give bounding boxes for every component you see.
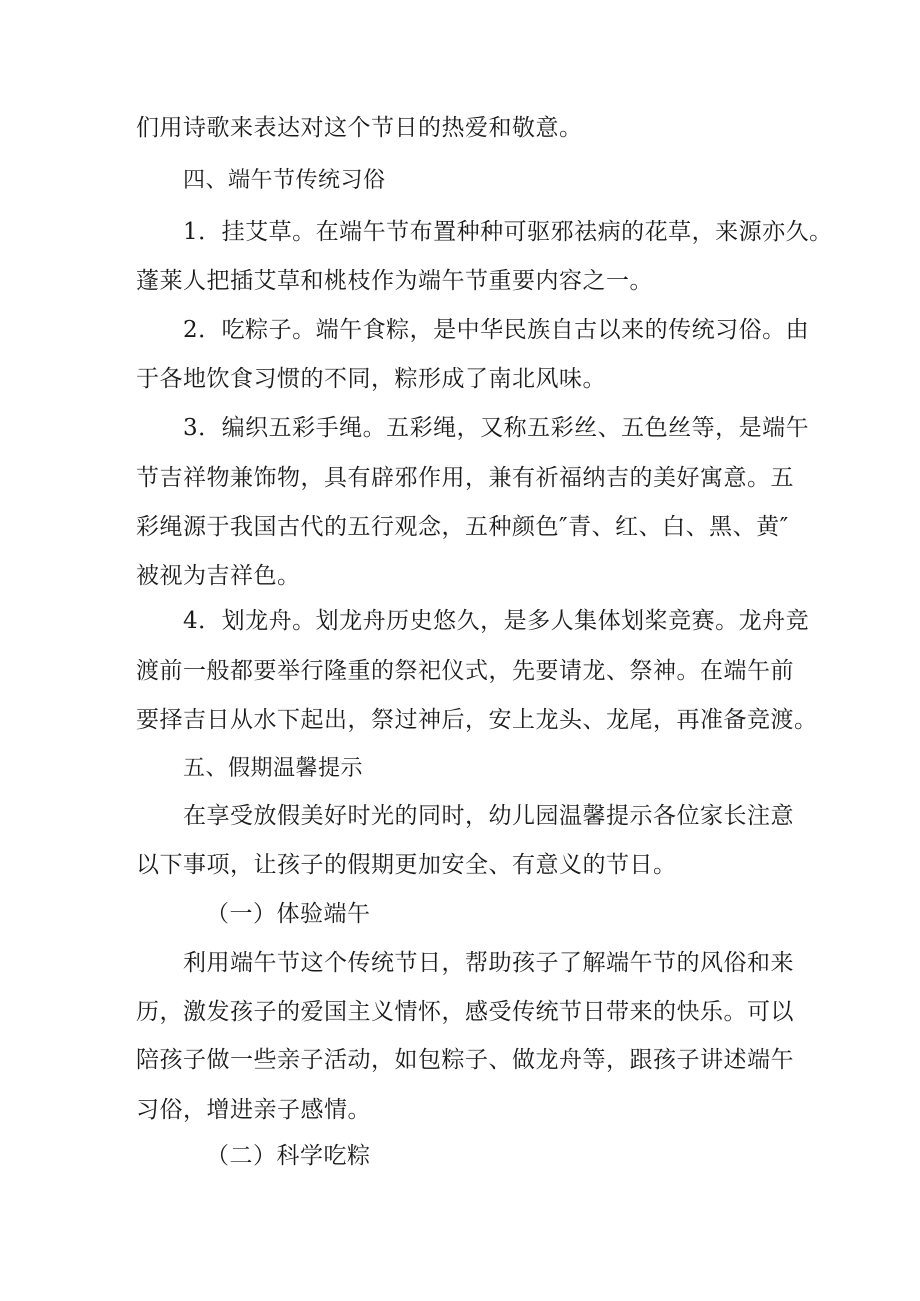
paragraph-line: 节吉祥物兼饰物，具有辟邪作用，兼有祈福纳吉的美好寓意。五 (136, 465, 794, 491)
list-item-line: 4．划龙舟。划龙舟历史悠久，是多人集体划桨竞赛。龙舟竞 (183, 608, 810, 634)
list-item-line: 3．编织五彩手绳。五彩绳，又称五彩丝、五色丝等，是端午 (183, 415, 810, 441)
paragraph-line: 被视为吉祥色。 (136, 563, 301, 589)
paragraph-line: 渡前一般都要举行隆重的祭祀仪式，先要请龙、祭神。在端午前 (136, 658, 794, 684)
paragraph-line: 要择吉日从水下起出，祭过神后，安上龙头、龙尾，再准备竞渡。 (136, 707, 818, 733)
paragraph-line: 在享受放假美好时光的同时，幼儿园温馨提示各位家长注意 (183, 803, 794, 829)
section-heading-tips: 五、假期温馨提示 (183, 756, 364, 781)
paragraph-line: 彩绳源于我国古代的五行观念，五种颜色″青、红、白、黑、黄″ (136, 514, 789, 540)
paragraph-line: 以下事项，让孩子的假期更加安全、有意义的节日。 (136, 852, 677, 878)
paragraph-line: 蓬莱人把插艾草和桃枝作为端午节重要内容之一。 (136, 268, 653, 294)
list-item-line: 1．挂艾草。在端午节布置种种可驱邪祛病的花草，来源亦久。 (183, 219, 833, 245)
list-item-line: 2．吃粽子。端午食粽，是中华民族自古以来的传统习俗。由 (183, 317, 810, 343)
paragraph-line: 习俗，增进亲子感情。 (136, 1097, 371, 1123)
subheading-zongzi: （二）科学吃粽 (206, 1143, 371, 1169)
paragraph-line: 历，激发孩子的爱国主义情怀，感受传统节日带来的快乐。可以 (136, 999, 794, 1025)
paragraph-line: 于各地饮食习惯的不同，粽形成了南北风味。 (136, 366, 606, 392)
subheading-experience: （一）体验端午 (206, 901, 371, 927)
section-heading-customs: 四、端午节传统习俗 (183, 168, 386, 193)
paragraph-line: 陪孩子做一些亲子活动，如包粽子、做龙舟等，跟孩子讲述端午 (136, 1047, 794, 1073)
paragraph-line: 们用诗歌来表达对这个节日的热爱和敬意。 (136, 115, 583, 141)
paragraph-line: 利用端午节这个传统节日，帮助孩子了解端午节的风俗和来 (183, 950, 794, 976)
